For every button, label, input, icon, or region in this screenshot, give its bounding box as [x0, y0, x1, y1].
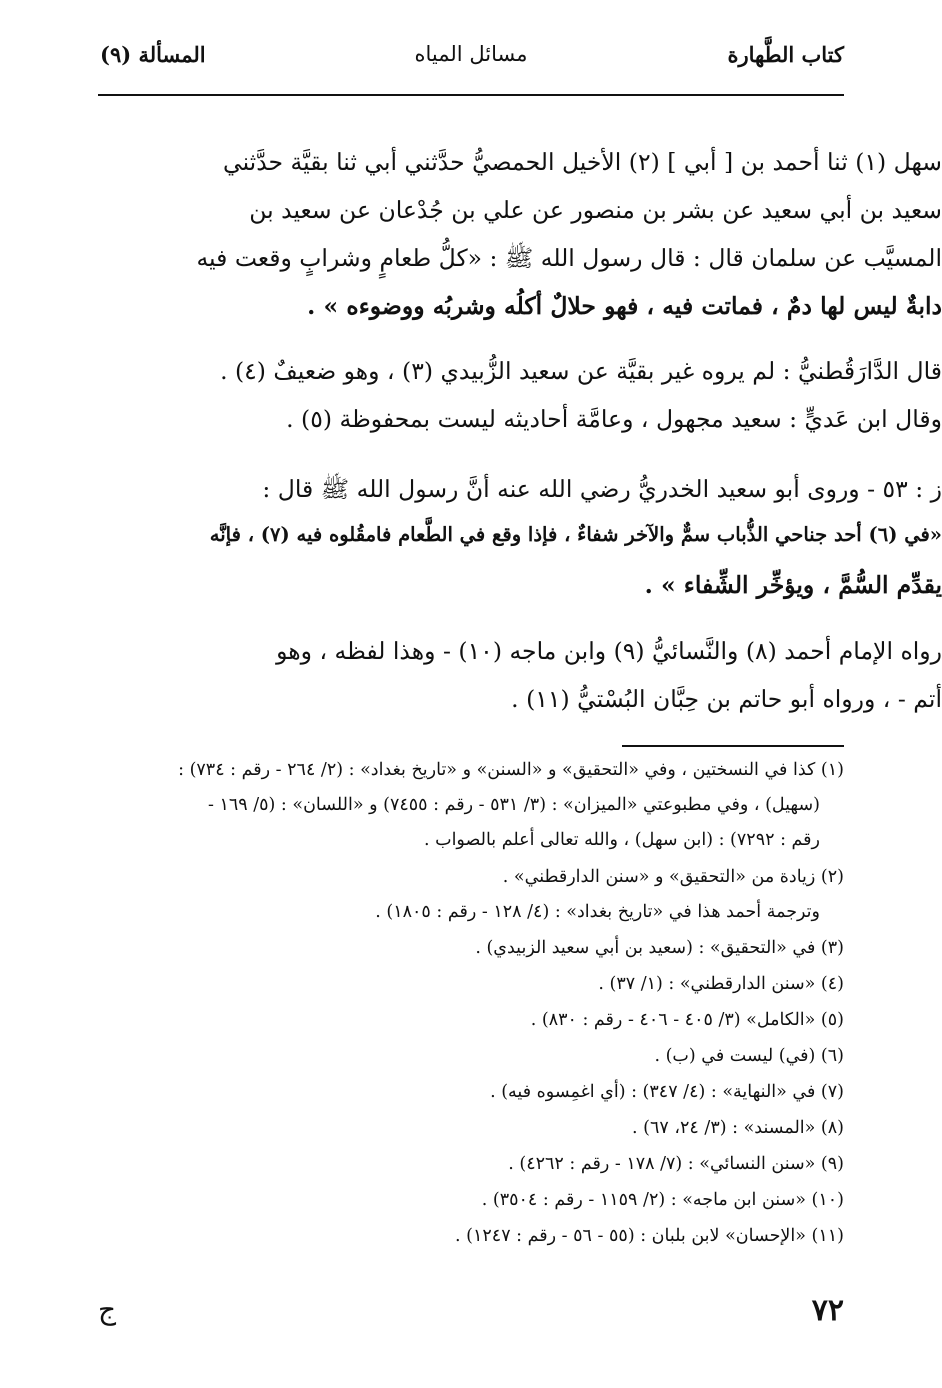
footnote-line: وترجمة أحمد هذا في «تاريخ بغداد» : (٤/ ١٢٨ - رقم : ١٨٠٥) .	[375, 902, 820, 922]
paragraph-4-line: رواه الإمام أحمد (٨) والنَّسائيُّ (٩) وابن ماجه (١٠) - وهذا لفظه ، وهو	[276, 637, 942, 665]
paragraph-1-line: دابةٌ ليس لها دمٌ ، فماتت فيه ، فهو حلالٌ أكلُه وشربُه ووضوءه » .	[307, 292, 942, 320]
paragraph-3-line: يقدِّم السُّمَّ ، ويؤخِّر الشِّفاء » .	[644, 571, 942, 599]
footnote-separator	[622, 745, 844, 747]
paragraph-2-line: قال الدَّارَقُطنيُّ : لم يروه غير بقيَّة عن سعيد الزُّبيدي (٣) ، وهو ضعيفٌ (٤) .	[220, 357, 942, 385]
footnote-line: (٨) «المسند» : (٣/ ٢٤، ٦٧) .	[632, 1118, 844, 1138]
footnote-line: (٩) «سنن النسائي» : (٧/ ١٧٨ - رقم : ٤٢٦٢) .	[508, 1154, 844, 1174]
paragraph-1-line: سعيد بن أبي سعيد عن بشر بن منصور عن علي بن جُدْعان عن سعيد بن	[249, 196, 942, 224]
footnote-line: (٤) «سنن الدارقطني» : (١/ ٣٧) .	[598, 974, 844, 994]
paragraph-4-line: أتم - ، ورواه أبو حاتم بن حِبَّان البُسْتيُّ (١١) .	[511, 685, 942, 713]
paragraph-1-line: سهل (١) ثنا أحمد بن [ أبي ] (٢) الأخيل الحمصيُّ حدَّثني أبي ثنا بقيَّة حدَّثني	[223, 148, 942, 176]
running-header-book-title: كتاب الطَّهارة	[727, 42, 844, 67]
running-header-issue: المسألة (٩)	[100, 42, 206, 67]
footnotes	[98, 760, 844, 1280]
signature-mark: ج	[98, 1293, 117, 1326]
footnote-line: (٥) «الكامل» (٣/ ٤٠٥ - ٤٠٦ - رقم : ٨٣٠) .	[530, 1010, 844, 1030]
footnote-line: (٦) (في) ليست في (ب) .	[654, 1046, 844, 1066]
header-rule	[98, 94, 844, 96]
page-number: ٧٢	[811, 1293, 844, 1328]
paragraph-3-line: «في (٦) أحد جناحي الذُّباب سمٌّ والآخر شفاءٌ ، فإذا وقع في الطَّعام فامقُلوه فيه (٧) ، فإنَّه	[209, 523, 942, 546]
footnote-line: (١٠) «سنن ابن ماجه» : (٢/ ١١٥٩ - رقم : ٣٥٠٤) .	[481, 1190, 844, 1210]
footnote-line: رقم : ٧٢٩٢) : (ابن سهل) ، والله تعالى أعلم بالصواب .	[423, 830, 820, 850]
footnote-line: (سهيل) ، وفي مطبوعتي «الميزان» : (٣/ ٥٣١ - رقم : ٧٤٥٥) و «اللسان» : (٥/ ١٦٩ -	[207, 795, 820, 815]
footnote-line: (١١) «الإحسان» لابن بلبان : (٥٥ - ٥٦ - رقم : ١٢٤٧) .	[455, 1226, 844, 1246]
footnote-line: (٣) في «التحقيق» : (سعيد بن أبي سعيد الزبيدي) .	[475, 938, 844, 958]
paragraph-2-line: وقال ابن عَديٍّ : سعيد مجهول ، وعامَّة أحاديثه ليست بمحفوظة (٥) .	[286, 405, 942, 433]
paragraph-3-line: ز : ٥٣ - وروى أبو سعيد الخدريُّ رضي الله عنه أنَّ رسول الله ﷺ قال :	[262, 475, 942, 503]
footnote-line: (٧) في «النهاية» : (٤/ ٣٤٧) : (أي اغمِسوه فيه) .	[490, 1082, 844, 1102]
footnote-line: (٢) زيادة من «التحقيق» و «سنن الدارقطني» .	[502, 867, 844, 887]
running-header-chapter: مسائل المياه	[414, 42, 528, 66]
footnote-line: (١) كذا في النسختين ، وفي «التحقيق» و «السنن» و «تاريخ بغداد» : (٢/ ٢٦٤ - رقم : ٧٣٤) :	[178, 760, 844, 780]
paragraph-1-line: المسيَّب عن سلمان قال : قال رسول الله ﷺ : «كلُّ طعامٍ وشرابٍ وقعت فيه	[196, 244, 942, 272]
